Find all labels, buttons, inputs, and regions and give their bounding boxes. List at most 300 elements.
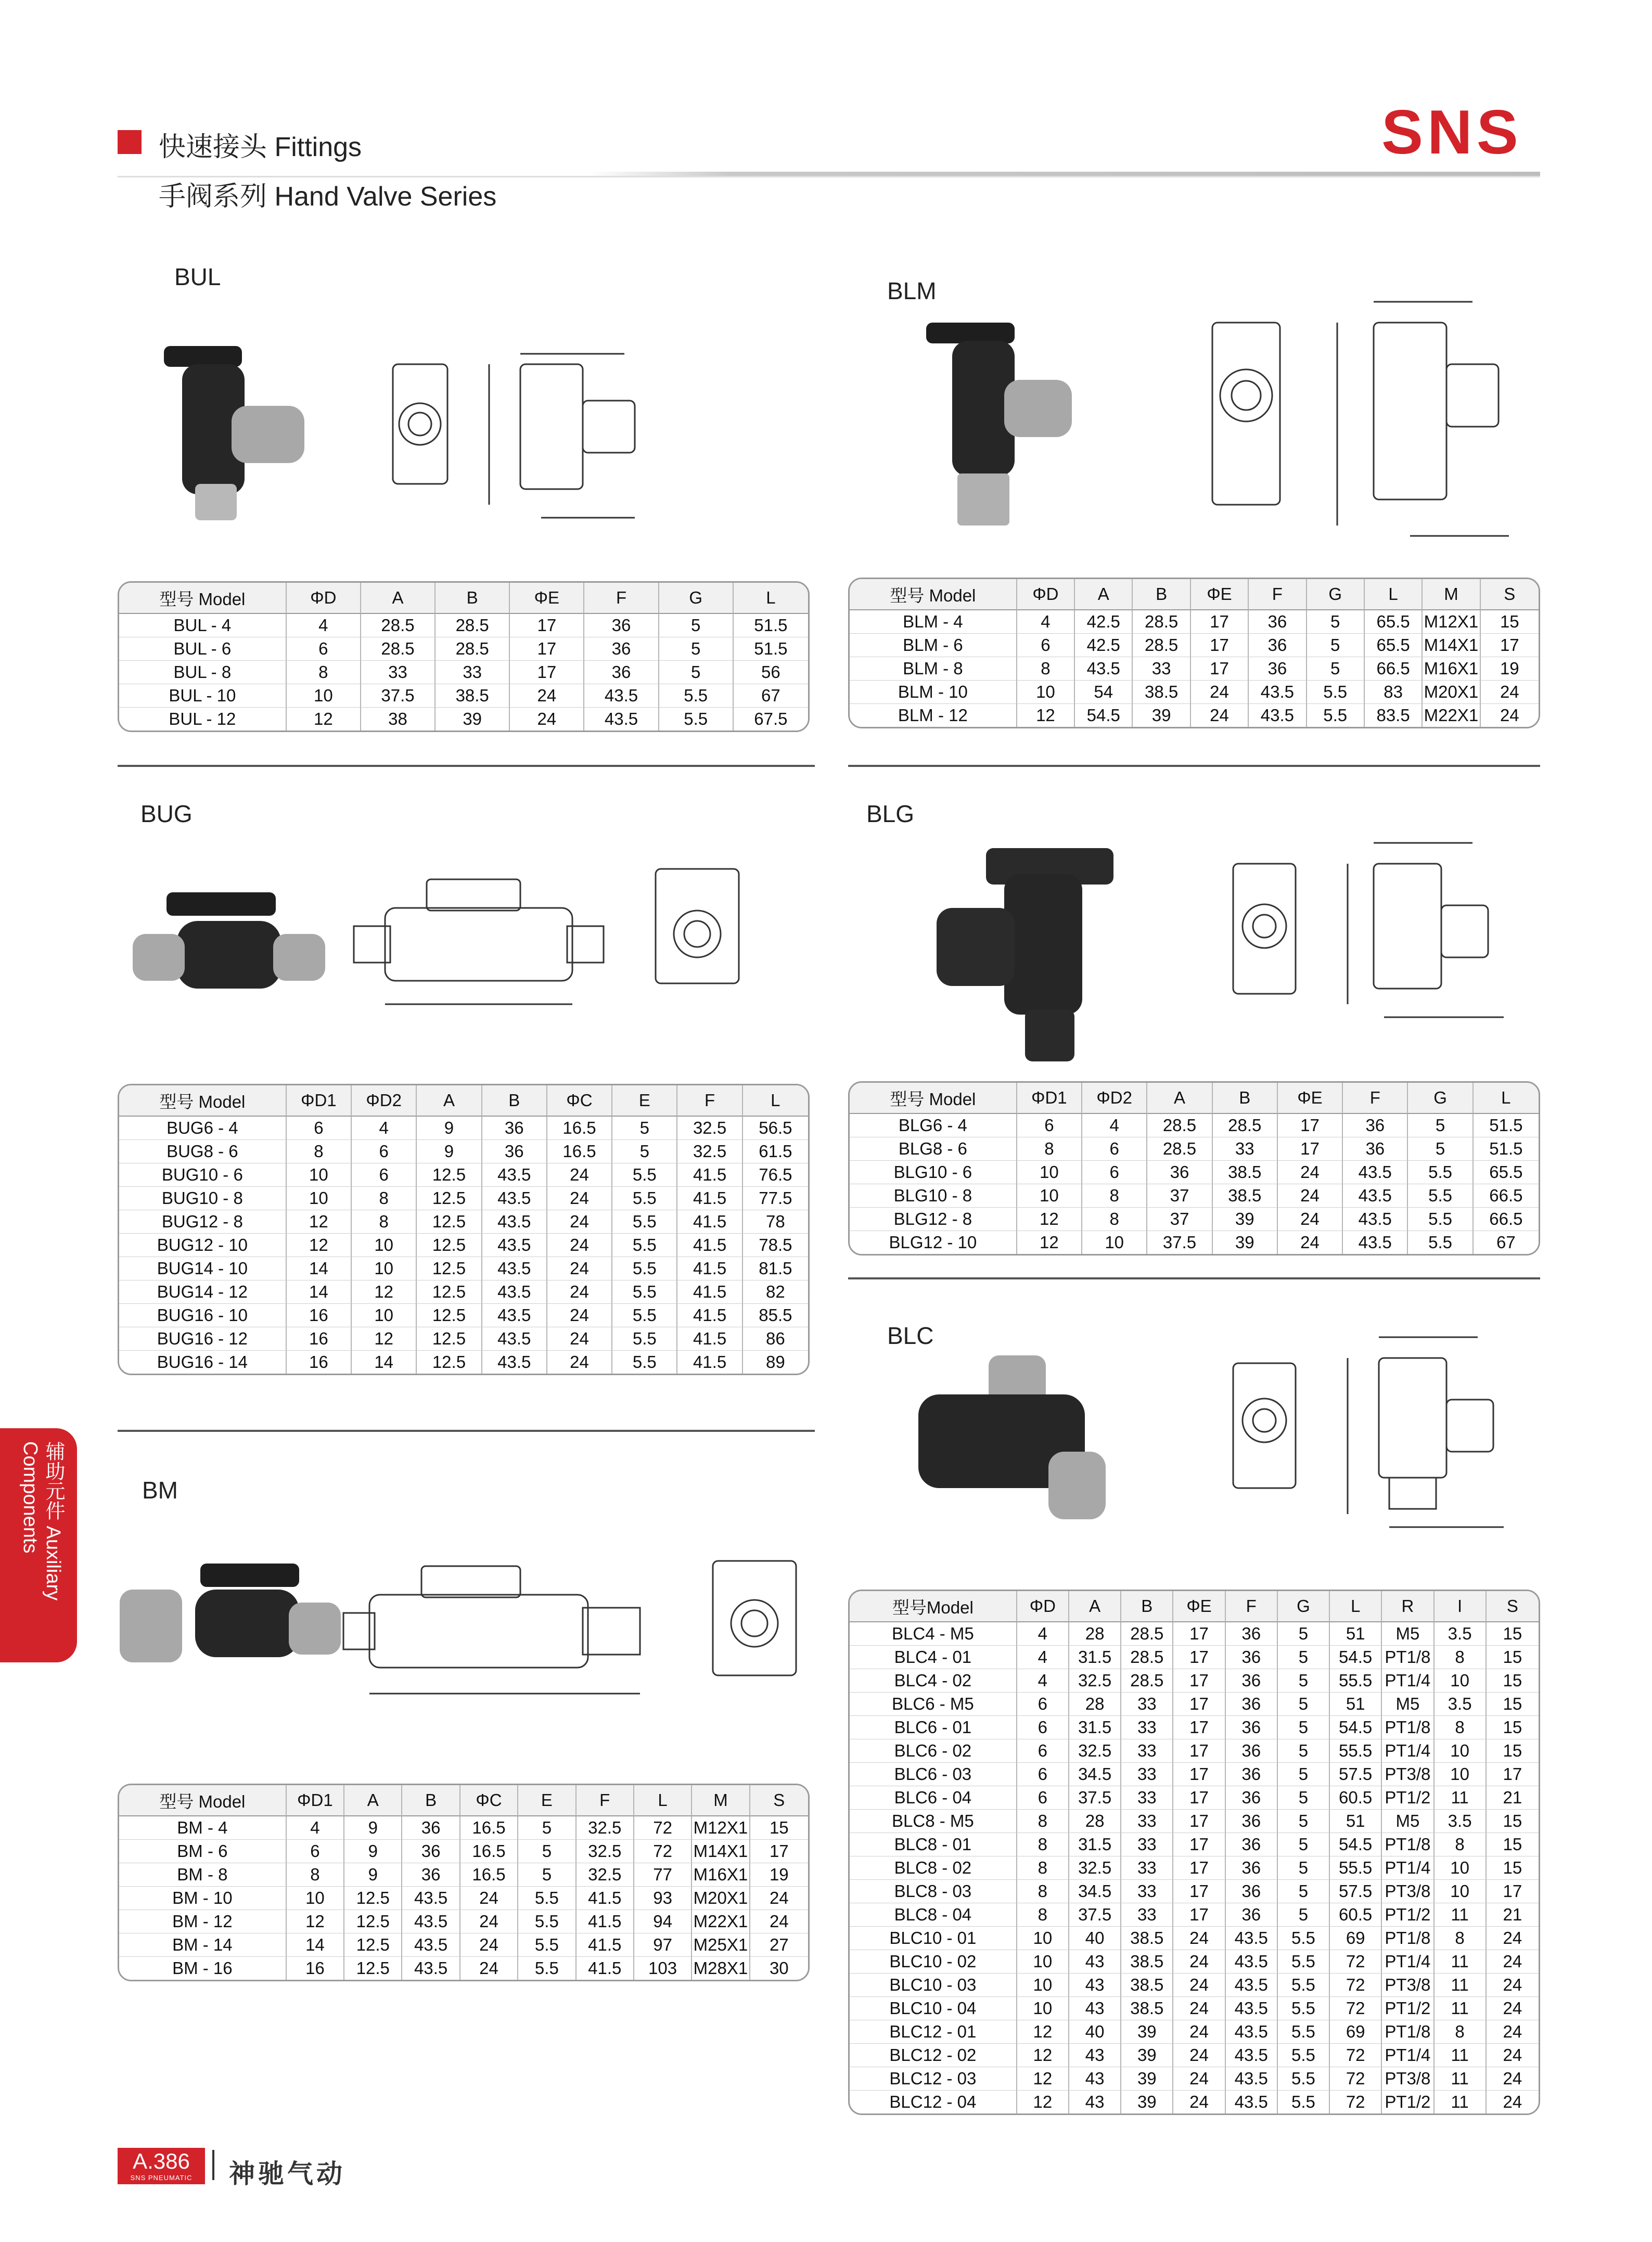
value-cell: 51	[1330, 1693, 1382, 1716]
value-cell: 10	[1017, 1161, 1082, 1184]
value-cell: 28	[1069, 1693, 1121, 1716]
value-cell: 93	[634, 1887, 692, 1910]
table-row	[850, 1927, 1539, 1950]
table-row	[850, 2020, 1539, 2044]
value-cell: 43	[1069, 1950, 1121, 1974]
value-cell: 36	[1147, 1161, 1212, 1184]
table-row	[850, 704, 1539, 727]
column-header: A	[344, 1785, 402, 1816]
value-cell: 33	[1121, 1880, 1173, 1903]
value-cell: 10	[1017, 1184, 1082, 1208]
blg-spec-table	[848, 1081, 1540, 1255]
table-row	[850, 1810, 1539, 1833]
value-cell: 66.5	[1474, 1184, 1539, 1208]
column-header: B	[436, 583, 510, 614]
value-cell: 10	[287, 1163, 352, 1187]
divider-left-2	[118, 1430, 815, 1432]
value-cell: 15	[1487, 1646, 1539, 1669]
value-cell: 15	[1487, 1739, 1539, 1763]
value-cell: 12	[287, 1234, 352, 1257]
page-title: 快速接头 Fittings	[159, 132, 362, 162]
value-cell: 43.5	[584, 708, 659, 731]
table-row	[850, 2067, 1539, 2091]
value-cell: M16X1	[1423, 657, 1480, 681]
column-header: B	[1133, 579, 1190, 610]
value-cell: 31.5	[1069, 1833, 1121, 1856]
value-cell: 9	[344, 1840, 402, 1863]
value-cell: 24	[547, 1234, 612, 1257]
value-cell: 5	[1278, 1810, 1330, 1833]
value-cell: 43.5	[482, 1280, 547, 1304]
value-cell: 11	[1435, 2091, 1487, 2113]
value-cell: M12X1	[692, 1816, 750, 1840]
value-cell: 14	[287, 1933, 344, 1957]
value-cell: 4	[287, 1816, 344, 1840]
value-cell: 12.5	[417, 1304, 482, 1327]
value-cell: 12.5	[417, 1163, 482, 1187]
table-row	[850, 1716, 1539, 1739]
value-cell: 36	[402, 1840, 460, 1863]
value-cell: 10	[352, 1257, 417, 1280]
column-header: ΦD1	[1017, 1083, 1082, 1114]
column-header: L	[743, 1085, 808, 1117]
value-cell: 32.5	[577, 1863, 634, 1887]
column-header: L	[1365, 579, 1423, 610]
value-cell: 43.5	[482, 1234, 547, 1257]
table-row	[850, 1693, 1539, 1716]
value-cell: 72	[1330, 2044, 1382, 2067]
value-cell: 17	[1173, 1669, 1225, 1693]
table-row	[119, 1304, 808, 1327]
value-cell: 12.5	[417, 1234, 482, 1257]
value-cell: 12	[287, 708, 361, 731]
value-cell: 72	[1330, 2091, 1382, 2113]
value-cell: 6	[352, 1140, 417, 1163]
column-header: ΦE	[1278, 1083, 1343, 1114]
value-cell: 32.5	[677, 1140, 742, 1163]
column-header: ΦC	[547, 1085, 612, 1117]
value-cell: 8	[352, 1187, 417, 1210]
model-cell: BM - 6	[119, 1840, 287, 1863]
value-cell: 78.5	[743, 1234, 808, 1257]
value-cell: 57.5	[1330, 1763, 1382, 1786]
model-cell: BUL - 12	[119, 708, 287, 731]
value-cell: 97	[634, 1933, 692, 1957]
value-cell: 24	[1173, 2067, 1225, 2091]
value-cell: 10	[1017, 1927, 1069, 1950]
model-cell: BUG14 - 12	[119, 1280, 287, 1304]
table-row	[850, 681, 1539, 704]
value-cell: 5.5	[1278, 2020, 1330, 2044]
value-cell: 40	[1069, 2020, 1121, 2044]
model-cell: BLC8 - 01	[850, 1833, 1017, 1856]
table-row	[850, 1763, 1539, 1786]
value-cell: 43.5	[1343, 1161, 1408, 1184]
value-cell: 10	[1435, 1669, 1487, 1693]
value-cell: 19	[1481, 657, 1539, 681]
value-cell: 67	[1496, 1233, 1516, 1252]
value-cell: 43.5	[1226, 2067, 1278, 2091]
value-cell: 36	[1226, 1646, 1278, 1669]
value-cell: 41.5	[577, 1933, 634, 1957]
table-row	[119, 1351, 808, 1374]
value-cell: 10	[1017, 1974, 1069, 1997]
column-header: ΦD2	[1082, 1083, 1147, 1114]
value-cell: 43.5	[402, 1933, 460, 1957]
value-cell: 27	[750, 1933, 808, 1957]
column-header: A	[1075, 579, 1133, 610]
value-cell: 5.5	[1408, 1161, 1473, 1184]
model-cell: BUG8 - 6	[119, 1140, 287, 1163]
value-cell: 36	[482, 1117, 547, 1140]
value-cell: 43.5	[1226, 1950, 1278, 1974]
value-cell: 36	[584, 614, 659, 637]
blm-product-photo	[921, 312, 1087, 536]
value-cell: 41.5	[677, 1304, 742, 1327]
value-cell: 43.5	[402, 1910, 460, 1933]
value-cell: 5	[1278, 1833, 1330, 1856]
table-row	[850, 634, 1539, 657]
column-header: ΦD	[1017, 1591, 1069, 1622]
value-cell: 16	[287, 1351, 352, 1374]
table-row	[119, 1933, 808, 1957]
table-row	[850, 1833, 1539, 1856]
value-cell: 72	[1330, 1950, 1382, 1974]
model-cell: BLC8 - 04	[850, 1903, 1017, 1927]
value-cell: 4	[1017, 1646, 1069, 1669]
value-cell: 16	[287, 1327, 352, 1351]
value-cell: 6	[1082, 1161, 1147, 1184]
bul-spec-table	[118, 581, 810, 732]
value-cell: 66.5	[1365, 657, 1423, 681]
value-cell: 43.5	[402, 1887, 460, 1910]
value-cell: 38.5	[1121, 1974, 1173, 1997]
table-row	[850, 1646, 1539, 1669]
model-cell: BM - 14	[119, 1933, 287, 1957]
value-cell: 15	[1487, 1693, 1539, 1716]
value-cell: M20X1	[1423, 681, 1480, 704]
value-cell: 12	[1017, 2020, 1069, 2044]
value-cell: 43	[1069, 2091, 1121, 2113]
value-cell: 17	[1173, 1786, 1225, 1810]
value-cell: PT3/8	[1382, 1763, 1434, 1786]
model-cell: BUL - 10	[119, 684, 287, 708]
value-cell: 5.5	[1408, 1184, 1473, 1208]
value-cell: 5.5	[612, 1163, 677, 1187]
value-cell: 69	[1330, 1927, 1382, 1950]
value-cell: 15	[1487, 1810, 1539, 1833]
value-cell: 36	[1226, 1693, 1278, 1716]
section-label-blc: BLC	[887, 1322, 934, 1349]
value-cell: 28.5	[1133, 634, 1190, 657]
value-cell: 9	[417, 1140, 482, 1163]
value-cell: 36	[402, 1863, 460, 1887]
value-cell: 61.5	[743, 1140, 808, 1163]
value-cell: 38.5	[1121, 1997, 1173, 2020]
value-cell: M14X1	[1423, 634, 1480, 657]
value-cell: 36	[1226, 1739, 1278, 1763]
value-cell: 36	[1226, 1622, 1278, 1646]
table-row	[119, 1234, 808, 1257]
value-cell: 12.5	[417, 1210, 482, 1234]
value-cell: 9	[344, 1816, 402, 1840]
value-cell: 16.5	[547, 1117, 612, 1140]
value-cell: 17	[1173, 1833, 1225, 1856]
value-cell: 5.5	[612, 1210, 677, 1234]
value-cell: 41.5	[577, 1957, 634, 1980]
value-cell: 6	[1017, 1716, 1069, 1739]
value-cell: PT1/4	[1382, 1669, 1434, 1693]
value-cell: 39	[1121, 2044, 1173, 2067]
header-rule-thin	[118, 176, 1540, 177]
value-cell: 43.5	[1249, 704, 1307, 727]
value-cell: 5.5	[1278, 1974, 1330, 1997]
model-cell: BLC10 - 02	[850, 1950, 1017, 1974]
value-cell: 24	[547, 1280, 612, 1304]
value-cell: 24	[547, 1163, 612, 1187]
value-cell: 4	[287, 614, 361, 637]
value-cell: 33	[1121, 1716, 1173, 1739]
value-cell: 24	[1191, 704, 1249, 727]
value-cell: 24	[510, 708, 584, 731]
value-cell: 55.5	[1330, 1856, 1382, 1880]
model-cell: BLC12 - 03	[850, 2067, 1017, 2091]
table-row	[850, 1208, 1539, 1231]
value-cell: 17	[1191, 634, 1249, 657]
value-cell: 17	[1173, 1716, 1225, 1739]
value-cell: 5.5	[612, 1280, 677, 1304]
table-row	[119, 637, 808, 661]
value-cell: 54	[1075, 681, 1133, 704]
value-cell: 16.5	[460, 1816, 518, 1840]
value-cell: 8	[1017, 1833, 1069, 1856]
header-rule	[588, 172, 1540, 176]
value-cell: 41.5	[577, 1910, 634, 1933]
value-cell: 5	[659, 637, 734, 661]
model-cell: BUG10 - 6	[119, 1163, 287, 1187]
model-cell: BLM - 8	[850, 657, 1017, 681]
blg-product-photo	[929, 843, 1116, 1072]
value-cell: 12.5	[344, 1957, 402, 1980]
value-cell: 8	[352, 1210, 417, 1234]
model-cell: BLC4 - 01	[850, 1646, 1017, 1669]
model-cell: BUG16 - 10	[119, 1304, 287, 1327]
value-cell: 43.5	[1226, 2044, 1278, 2067]
value-cell: 10	[1435, 1856, 1487, 1880]
value-cell: 51.5	[734, 637, 808, 661]
value-cell: 16	[287, 1957, 344, 1980]
column-header: ΦD1	[287, 1785, 344, 1816]
value-cell: 12.5	[417, 1351, 482, 1374]
column-header: 型号 Model	[850, 1083, 1017, 1114]
column-header: ΦD1	[287, 1085, 352, 1117]
model-cell: BLM - 6	[850, 634, 1017, 657]
value-cell: 11	[1435, 1950, 1487, 1974]
value-cell: 36	[1226, 1810, 1278, 1833]
table-header-row	[119, 1085, 808, 1117]
value-cell: 11	[1435, 2067, 1487, 2091]
value-cell: 24	[547, 1210, 612, 1234]
value-cell: 76.5	[743, 1163, 808, 1187]
value-cell: 12.5	[417, 1257, 482, 1280]
value-cell: 33	[436, 661, 510, 684]
value-cell: 43.5	[482, 1163, 547, 1187]
value-cell: 31.5	[1069, 1716, 1121, 1739]
value-cell: 17	[1278, 1137, 1343, 1161]
value-cell: 15	[1487, 1622, 1539, 1646]
value-cell: 14	[287, 1280, 352, 1304]
value-cell: 67	[734, 684, 808, 708]
value-cell: 43.5	[1226, 1927, 1278, 1950]
value-cell: 10	[1017, 1997, 1069, 2020]
value-cell: 10	[1017, 1950, 1069, 1974]
value-cell: 43.5	[482, 1210, 547, 1234]
value-cell: 28.5	[1147, 1114, 1212, 1137]
value-cell: 33	[1121, 1763, 1173, 1786]
column-header: G	[659, 583, 734, 614]
value-cell: 60.5	[1330, 1903, 1382, 1927]
value-cell: 36	[1226, 1903, 1278, 1927]
value-cell: 33	[1121, 1786, 1173, 1810]
bm-product-photo	[117, 1553, 346, 1683]
model-cell: BLC12 - 02	[850, 2044, 1017, 2067]
value-cell: 24	[1278, 1208, 1343, 1231]
value-cell: 28	[1069, 1810, 1121, 1833]
value-cell: 56	[734, 661, 808, 684]
value-cell: 5.5	[612, 1327, 677, 1351]
table-row	[119, 1257, 808, 1280]
value-cell: 72	[1330, 1997, 1382, 2020]
column-header: L	[734, 583, 808, 614]
model-cell: BLC6 - 02	[850, 1739, 1017, 1763]
table-row	[119, 661, 808, 684]
value-cell: 5	[1307, 657, 1365, 681]
value-cell: 16	[287, 1304, 352, 1327]
table-row	[119, 1187, 808, 1210]
value-cell: 6	[1082, 1137, 1147, 1161]
value-cell: 82	[743, 1280, 808, 1304]
model-cell: BUG6 - 4	[119, 1117, 287, 1140]
model-cell: BLC8 - 03	[850, 1880, 1017, 1903]
value-cell: 36	[584, 637, 659, 661]
section-label-bug: BUG	[140, 800, 193, 827]
bug-spec-table	[118, 1084, 810, 1375]
value-cell: 24	[1487, 1927, 1539, 1950]
value-cell: 11	[1435, 1903, 1487, 1927]
value-cell: 16.5	[547, 1140, 612, 1163]
value-cell: 17	[510, 637, 584, 661]
table-row	[119, 1163, 808, 1187]
value-cell: 4	[1017, 610, 1075, 634]
value-cell: 41.5	[677, 1257, 742, 1280]
value-cell: 24	[1487, 1950, 1539, 1974]
value-cell: 37.5	[1069, 1786, 1121, 1810]
value-cell: 16.5	[460, 1863, 518, 1887]
column-header: R	[1382, 1591, 1434, 1622]
blm-dimension-drawing	[1176, 291, 1551, 546]
value-cell: 5	[1278, 1693, 1330, 1716]
value-cell: 56.5	[743, 1117, 808, 1140]
value-cell: M16X1	[692, 1863, 750, 1887]
column-header: ΦE	[1173, 1591, 1225, 1622]
footer-company: 神驰气动	[229, 2159, 345, 2188]
value-cell: 69	[1330, 2020, 1382, 2044]
value-cell: 33	[1121, 1833, 1173, 1856]
value-cell: 15	[1487, 1833, 1539, 1856]
value-cell: 33	[1121, 1856, 1173, 1880]
table-row	[850, 1161, 1539, 1184]
column-header: 型号 Model	[119, 583, 287, 614]
value-cell: 33	[361, 661, 436, 684]
value-cell: 17	[750, 1840, 808, 1863]
value-cell: 5.5	[1278, 1927, 1330, 1950]
value-cell: PT1/8	[1382, 1927, 1434, 1950]
bm-dimension-drawing	[338, 1535, 827, 1722]
value-cell: 17	[1191, 610, 1249, 634]
value-cell: 38.5	[436, 684, 510, 708]
model-cell: BLC4 - M5	[850, 1622, 1017, 1646]
value-cell: 72	[634, 1816, 692, 1840]
value-cell: PT1/4	[1382, 1739, 1434, 1763]
value-cell: 36	[1343, 1114, 1408, 1137]
value-cell: 28.5	[1133, 610, 1190, 634]
value-cell: 28.5	[436, 614, 510, 637]
value-cell: 12	[352, 1280, 417, 1304]
value-cell: 24	[750, 1887, 808, 1910]
value-cell: 12	[287, 1210, 352, 1234]
value-cell: 10	[287, 1187, 352, 1210]
value-cell: M12X1	[1423, 610, 1480, 634]
value-cell: 24	[1500, 706, 1519, 725]
column-header: F	[577, 1785, 634, 1816]
table-row	[850, 1137, 1539, 1161]
model-cell: BLC8 - M5	[850, 1810, 1017, 1833]
value-cell: 65.5	[1474, 1161, 1539, 1184]
value-cell: 34.5	[1069, 1880, 1121, 1903]
value-cell: 43.5	[1226, 2020, 1278, 2044]
value-cell: 33	[1213, 1137, 1278, 1161]
column-header: 型号 Model	[119, 1085, 287, 1117]
value-cell: 5	[659, 614, 734, 637]
value-cell: 8	[1435, 1833, 1487, 1856]
column-header: B	[1213, 1083, 1278, 1114]
value-cell: 6	[1017, 1114, 1082, 1137]
value-cell: 19	[750, 1863, 808, 1887]
value-cell: 5	[1278, 1786, 1330, 1810]
value-cell: 32.5	[1069, 1739, 1121, 1763]
model-cell: BLM - 10	[850, 681, 1017, 704]
column-header: ΦC	[460, 1785, 518, 1816]
value-cell: 9	[344, 1863, 402, 1887]
table-row	[850, 610, 1539, 634]
model-cell: BLC10 - 03	[850, 1974, 1017, 1997]
column-header: G	[1408, 1083, 1473, 1114]
value-cell: 6	[1017, 634, 1075, 657]
value-cell: 38.5	[1213, 1184, 1278, 1208]
value-cell: 24	[460, 1910, 518, 1933]
value-cell: 5.5	[612, 1351, 677, 1374]
value-cell: 54.5	[1075, 704, 1133, 727]
value-cell: 12	[1017, 1208, 1082, 1231]
value-cell: 36	[482, 1140, 547, 1163]
value-cell: 54.5	[1330, 1716, 1382, 1739]
model-cell: BLC12 - 04	[850, 2091, 1017, 2113]
table-row	[850, 657, 1539, 681]
table-row	[850, 2091, 1539, 2113]
value-cell: 41.5	[677, 1163, 742, 1187]
value-cell: 36	[1226, 1716, 1278, 1739]
table-row	[850, 1974, 1539, 1997]
